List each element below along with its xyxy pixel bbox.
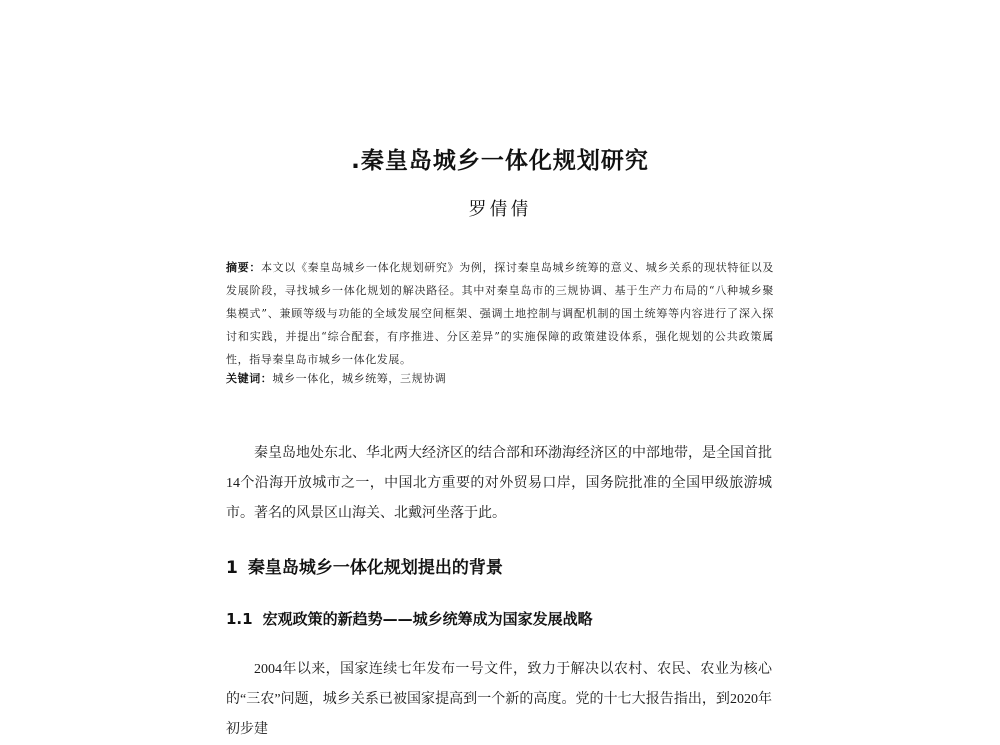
keywords-label: 关键词： xyxy=(226,372,273,385)
paper-title: .秦皇岛城乡一体化规划研究 xyxy=(351,148,649,174)
keywords-text: 城乡一体化，城乡统筹，三规协调 xyxy=(272,372,447,385)
section-number: 1 xyxy=(226,558,238,578)
abstract xyxy=(226,256,774,371)
section-heading-1-1 xyxy=(226,608,593,629)
section-title: 秦皇岛城乡一体化规划提出的背景 xyxy=(247,558,503,578)
paper-author: 罗倩倩 xyxy=(468,199,532,220)
subsection-number: 1.1 xyxy=(226,610,253,628)
intro-paragraph: 秦皇岛地处东北、华北两大经济区的结合部和环渤海经济区的中部地带，是全国首批14个沿海开放城市之一，中国北方重要的对外贸易口岸，国务院批准的全国甲级旅游城市。著名的风景区山海关、北戴河坐落于此。 xyxy=(226,446,772,521)
subsection-title: 宏观政策的新趋势——城乡统筹成为国家发展战略 xyxy=(262,610,593,628)
keywords xyxy=(226,370,446,386)
section-1-1-paragraph: 2004年以来，国家连续七年发布一号文件，致力于解决以农村、农民、农业为核心的“三农”问题，城乡关系已被国家提高到一个新的高度。党的十七大报告指出，到2020年初步建 xyxy=(226,662,772,737)
abstract-text: 本文以《秦皇岛城乡一体化规划研究》为例，探讨秦皇岛城乡统筹的意义、城乡关系的现状特征以及发展阶段，寻找城乡一体化规划的解决路径。其中对秦皇岛市的三规协调、基于生产力布局的“八种城乡聚集模式”、兼顾等级与功能的全域发展空间框架、强调土地控制与调配机制的国土统筹等内容进行了深入探讨和实践，并提出“综合配套，有序推进、分区差异”的实施保障的政策建设体系，强化规划的公共政策属性，指导秦皇岛市城乡一体化发展。 xyxy=(226,261,774,366)
section-heading-1 xyxy=(226,553,503,578)
abstract-label: 摘要： xyxy=(226,261,261,274)
